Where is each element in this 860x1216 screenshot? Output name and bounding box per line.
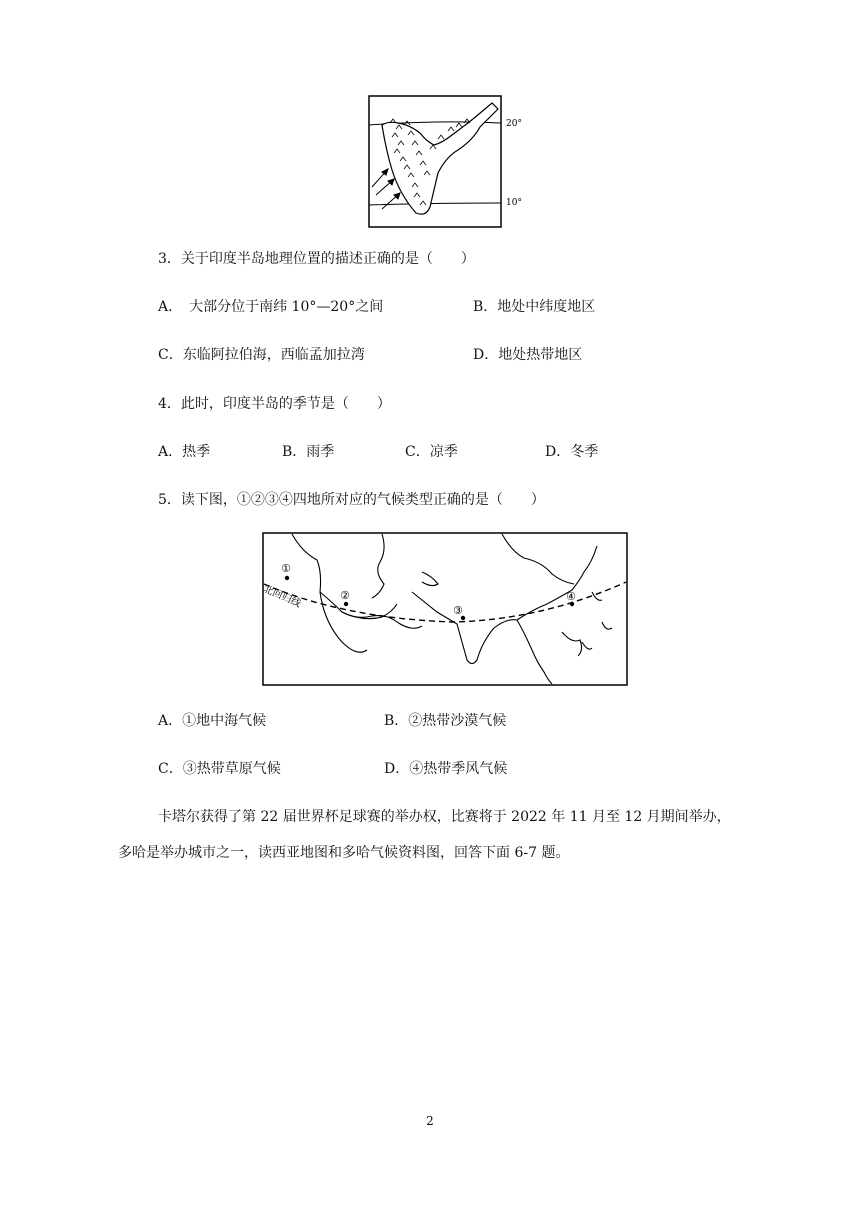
point-1-label: ① (281, 562, 291, 575)
q3-option-b: B．地处中纬度地区 (473, 299, 596, 315)
tropic-of-cancer-map (262, 532, 628, 686)
q3-option-a: A． 大部分位于南纬 10°—20°之间 (158, 299, 384, 315)
q4-option-d: D．冬季 (545, 444, 599, 460)
q5-stem: 5．读下图，①②③④四地所对应的气候类型正确的是（ ） (158, 492, 545, 508)
lat-10-label: 10° (506, 198, 522, 208)
point-2-dot (344, 602, 348, 606)
q4-option-a: A．热季 (158, 444, 211, 460)
point-1-dot (285, 576, 289, 580)
q4-stem: 4．此时，印度半岛的季节是（ ） (158, 396, 391, 412)
point-3-label: ③ (453, 604, 463, 617)
q3-option-d: D．地处热带地区 (473, 347, 583, 363)
q5-option-a: A．①地中海气候 (158, 713, 267, 729)
q4-option-b: B．雨季 (282, 444, 335, 460)
q3-stem: 3．关于印度半岛地理位置的描述正确的是（ ） (158, 251, 475, 267)
point-2-label: ② (340, 589, 350, 602)
tropic-map-svg (262, 532, 628, 686)
passage-line-2: 多哈是举办城市之一，读西亚地图和多哈气候资料图，回答下面 6-7 题。 (118, 845, 570, 861)
tropic-line-label: 北回归线 (262, 583, 303, 610)
page-number: 2 (426, 1114, 434, 1128)
india-map-svg (368, 95, 548, 228)
lat-20-label: 20° (506, 119, 522, 129)
q3-option-c: C．东临阿拉伯海，西临孟加拉湾 (158, 347, 365, 363)
q4-option-c: C．凉季 (405, 444, 458, 460)
india-peninsula-map (368, 95, 548, 228)
q5-option-c: C．③热带草原气候 (158, 761, 281, 777)
passage-line-1: 卡塔尔获得了第 22 届世界杯足球赛的举办权，比赛将于 2022 年 11 月至 12 月期间举办， (158, 809, 731, 825)
q5-option-d: D．④热带季风气候 (384, 761, 508, 777)
point-4-label: ④ (566, 590, 576, 603)
q5-option-b: B．②热带沙漠气候 (384, 713, 507, 729)
